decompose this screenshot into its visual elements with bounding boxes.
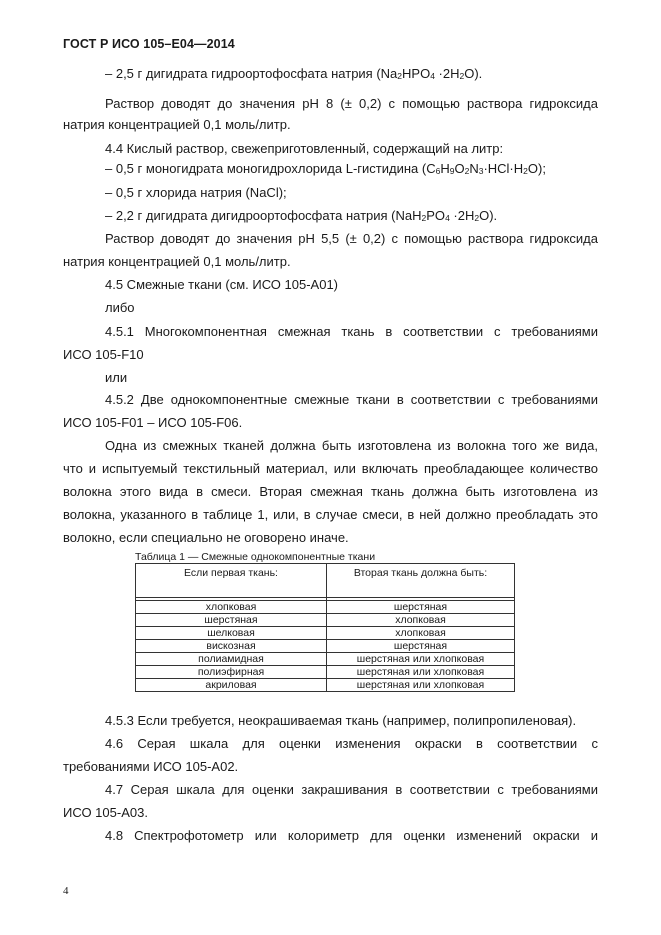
table-cell: шелковая xyxy=(136,627,327,640)
table-cell: полиамидная xyxy=(136,653,327,666)
table-row xyxy=(136,666,515,679)
table-header-row xyxy=(136,564,515,598)
table-cell: шерстяная или хлопковая xyxy=(327,666,515,679)
text-line: – 2,5 г дигидрата гидроортофосфата натрия $(Na_2HPO_4 \cdot 2H_2O)$. xyxy=(105,66,483,81)
table-row xyxy=(136,614,515,627)
paragraph-line: Раствор доводят до значения pH 8 (± 0,2) с помощью раствора гидроксида xyxy=(105,96,598,111)
table-header-cell: Если первая ткань: xyxy=(136,564,327,598)
table-cell: хлопковая xyxy=(327,614,515,627)
table-cell: шерстяная xyxy=(327,601,515,614)
section-4-6: 4.6 Серая шкала для оценки изменения окраски в соответствии с xyxy=(105,736,598,751)
paragraph-line: волокна, указанного в таблице 1, или, в случае смеси, в ней должно преобладать это xyxy=(63,507,598,522)
paragraph-line: ИСО 105-F01 – ИСО 105-F06. xyxy=(63,415,243,430)
paragraph-line: волокна этого вида в смеси. Вторая смежная ткань должна быть изготовлена из xyxy=(63,484,598,499)
table-row xyxy=(136,640,515,653)
section-4-5-3: 4.5.3 Если требуется, неокрашиваемая ткань (например, полипропиленовая). xyxy=(105,713,577,728)
paragraph-line: ИСО 105-F10 xyxy=(63,347,144,362)
paragraph-line: Одна из смежных тканей должна быть изготовлена из волокна того же вида, xyxy=(105,438,598,453)
paragraph-line: ИСО 105-А03. xyxy=(63,805,148,820)
document-header: ГОСТ Р ИСО 105–Е04—2014 xyxy=(63,37,235,51)
table-cell: шерстяная xyxy=(327,640,515,653)
section-4-7: 4.7 Серая шкала для оценки закрашивания в соответствии с требованиями xyxy=(105,782,598,797)
paragraph-line: Раствор доводят до значения pH 5,5 (± 0,2) с помощью раствора гидроксида xyxy=(105,231,598,246)
table-row xyxy=(136,679,515,692)
table-row xyxy=(136,653,515,666)
table-cell: шерстяная xyxy=(136,614,327,627)
text-line: – 0,5 г хлорида натрия (NaCl); xyxy=(105,185,287,200)
paragraph-line: натрия концентрацией 0,1 моль/литр. xyxy=(63,254,291,269)
table-row xyxy=(136,627,515,640)
table-cell: шерстяная или хлопковая xyxy=(327,679,515,692)
table-cell: акриловая xyxy=(136,679,327,692)
page-number: 4 xyxy=(63,885,69,897)
table-row xyxy=(136,601,515,614)
table-cell: вискозная xyxy=(136,640,327,653)
paragraph-line: требованиями ИСО 105-А02. xyxy=(63,759,239,774)
table-cell: хлопковая xyxy=(136,601,327,614)
table-caption: Таблица 1 — Смежные однокомпонентные ткани xyxy=(135,551,376,563)
paragraph-line: волокно, если специально не оговорено иначе. xyxy=(63,530,349,545)
text-line: либо xyxy=(105,300,135,315)
section-4-5-2: 4.5.2 Две однокомпонентные смежные ткани в соответствии с требованиями xyxy=(105,392,598,407)
table-header-cell: Вторая ткань должна быть: xyxy=(327,564,515,598)
paragraph-line: натрия концентрацией 0,1 моль/литр. xyxy=(63,117,291,132)
section-4-4: 4.4 Кислый раствор, свежеприготовленный, содержащий на литр: xyxy=(105,141,504,156)
section-4-5: 4.5 Смежные ткани (см. ИСО 105-А01) xyxy=(105,277,339,292)
table-cell: шерстяная или хлопковая xyxy=(327,653,515,666)
section-4-5-1: 4.5.1 Многокомпонентная смежная ткань в соответствии с требованиями xyxy=(105,324,598,339)
table-cell: полиэфирная xyxy=(136,666,327,679)
text-line: – 0,5 г моногидрата моногидрохлорида L-гистидина $(С_6Н_9O_2N_3\cdot HCl\cdot H_2O)$; xyxy=(105,161,546,176)
fabric-table xyxy=(135,563,515,692)
text-line: или xyxy=(105,370,128,385)
section-4-8: 4.8 Спектрофотометр или колориметр для оценки изменений окраски и xyxy=(105,828,598,843)
table-cell: хлопковая xyxy=(327,627,515,640)
text-line: – 2,2 г дигидрата дигидроортофосфата натрия $(NaH_2PO_4 \cdot 2H_2O)$. xyxy=(105,208,498,223)
paragraph-line: что и испытуемый текстильный материал, или включать преобладающее количество xyxy=(63,461,598,476)
